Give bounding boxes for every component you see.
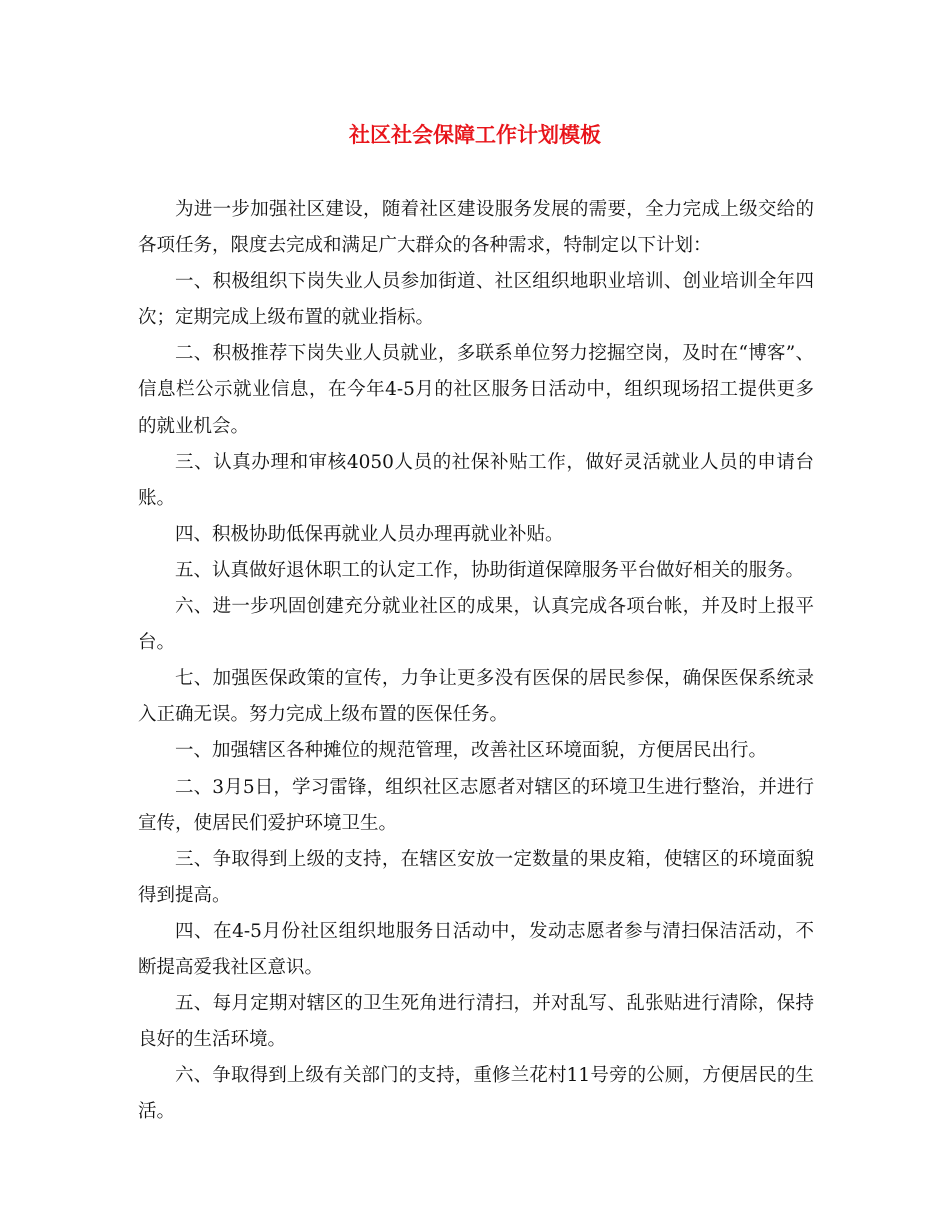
paragraph-employment-3: 三、认真办理和审核4050人员的社保补贴工作，做好灵活就业人员的申请台账。 — [138, 451, 814, 509]
paragraph-environment-1: 一、加强辖区各种摊位的规范管理，改善社区环境面貌，方便居民出行。 — [175, 740, 768, 762]
paragraph-employment-7: 七、加强医保政策的宣传，力争让更多没有医保的居民参保，确保医保系统录入正确无误。努力完成上级布置的医保任务。 — [138, 668, 814, 726]
paragraph-employment-1: 一、积极组织下岗失业人员参加街道、社区组织地职业培训、创业培训全年四次；定期完成上级布置的就业指标。 — [138, 271, 814, 329]
paragraph-employment-6: 六、进一步巩固创建充分就业社区的成果，认真完成各项台帐，并及时上报平台。 — [138, 596, 814, 654]
paragraph-environment-4: 四、在4-5月份社区组织地服务日活动中，发动志愿者参与清扫保洁活动，不断提高爱我社区意识。 — [138, 920, 814, 978]
document-body — [138, 192, 814, 1130]
paragraph-environment-6: 六、争取得到上级有关部门的支持，重修兰花村11号旁的公厕，方便居民的生活。 — [138, 1065, 814, 1123]
paragraph-employment-2: 二、积极推荐下岗失业人员就业，多联系单位努力挖掘空岗，及时在“博客”、信息栏公示就业信息，在今年4-5月的社区服务日活动中，组织现场招工提供更多的就业机会。 — [138, 343, 814, 437]
paragraph-environment-2: 二、3月5日，学习雷锋，组织社区志愿者对辖区的环境卫生进行整治，并进行宣传，使居民们爱护环境卫生。 — [138, 776, 814, 834]
paragraph-environment-5: 五、每月定期对辖区的卫生死角进行清扫，并对乱写、乱张贴进行清除，保持良好的生活环境。 — [138, 993, 814, 1051]
paragraph-employment-4: 四、积极协助低保再就业人员办理再就业补贴。 — [175, 523, 564, 545]
paragraph-intro: 为进一步加强社区建设，随着社区建设服务发展的需要，全力完成上级交给的各项任务，限度去完成和满足广大群众的各种需求，特制定以下计划： — [138, 199, 814, 257]
paragraph-environment-3: 三、争取得到上级的支持，在辖区安放一定数量的果皮箱，使辖区的环境面貌得到提高。 — [138, 848, 814, 906]
document-title: 社区社会保障工作计划模板 — [349, 122, 601, 147]
paragraph-employment-5: 五、认真做好退休职工的认定工作，协助街道保障服务平台做好相关的服务。 — [175, 559, 805, 581]
